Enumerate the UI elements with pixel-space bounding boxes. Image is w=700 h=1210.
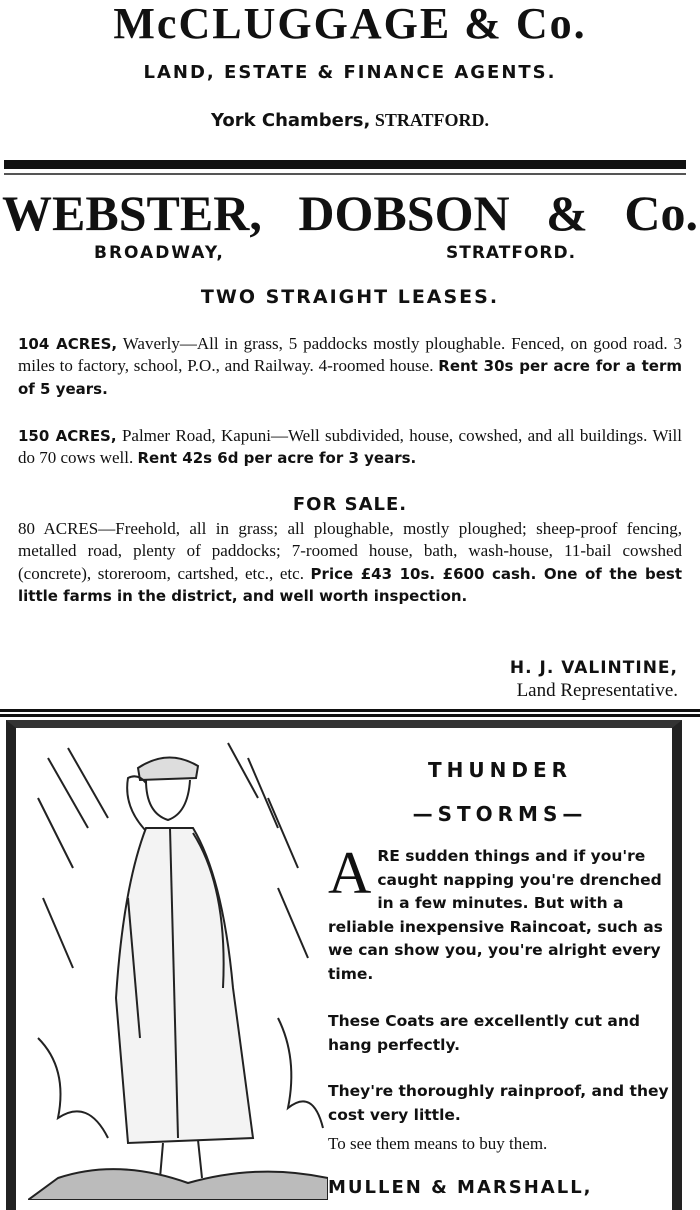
webster-street: BROADWAY, [94,243,225,263]
divider-rule-thin [4,173,686,175]
ad-paragraph-1 [328,840,670,986]
lease-1-text: Waverly—All in grass, 5 paddocks mostly ploughable. Fenced, on good road. 3 miles to factory, school, P.O., and Railway. 4-roomed house. [18,334,683,376]
mccluggage-title: McCLUGGAGE & Co. [113,0,587,48]
title-word-4: Co. [624,185,698,241]
ad-paragraph-4: To see them means to buy them. [328,1134,548,1153]
divider-rule [4,160,686,169]
lease-2-acres: 150 ACRES, [18,427,117,445]
mccluggage-address [0,110,700,131]
webster-town: STRATFORD. [446,243,577,263]
lease-1-rent: Rent 30s per acre for a term of 5 years. [18,357,683,398]
title-word-2: DOBSON [298,185,510,241]
for-sale-heading: FOR SALE. [292,494,408,515]
ad-paragraph-3: They're thoroughly rainproof, and they cost very little. [328,1082,669,1124]
lease-1 [18,333,682,400]
agent-name: H. J. VALINTINE, [509,658,678,678]
sale-text: 80 ACRES—Freehold, all in grass; all ploughable, mostly ploughed; sheep-proof fencing, metalled road, plenty of paddocks; 7-roomed house, bath, wash-house, 11-bail cowshed (concrete), storeroom, cartshed, etc., etc. [18,519,682,583]
lease-1-acres: 104 ACRES, [18,335,118,353]
ad-paragraph-1-text: RE sudden things and if you're caught napping you're drenched in a few minutes. But with a reliable inexpensive Raincoat, such as we can show you, you're alright every time. [328,847,663,983]
mccluggage-subtitle: LAND, ESTATE & FINANCE AGENTS. [143,62,557,83]
address-town: STRATFORD. [374,110,489,130]
ad-firm-name: MULLEN & MARSHALL, [328,1177,593,1198]
ad-title-thunder: THUNDER [427,758,573,782]
leases-heading: TWO STRAIGHT LEASES. [200,286,500,308]
address-place: York Chambers, [211,110,371,131]
agent-title: Land Representative. [516,680,678,701]
lease-2 [18,425,682,470]
ad-title-storms: —STORMS— [412,802,588,826]
divider-double-top [0,709,700,712]
title-word-1: WEBSTER, [2,185,262,241]
webster-title [2,184,698,242]
title-word-3: & [546,185,588,241]
lease-2-text: Palmer Road, Kapuni—Well subdivided, house, cowshed, and all buildings. Will do 70 cows well. [18,426,683,468]
sale-listing [18,518,682,607]
divider-double-bottom [0,714,700,717]
man-in-raincoat-illustration [28,738,328,1200]
lease-2-rent: Rent 42s 6d per acre for 3 years. [137,449,417,468]
dropcap: A [328,840,372,906]
ad-paragraph-2: These Coats are excellently cut and hang perfectly. [328,1012,641,1054]
sale-price: Price £43 10s. £600 cash. One of the best little farms in the district, and well worth inspection. [18,564,682,605]
